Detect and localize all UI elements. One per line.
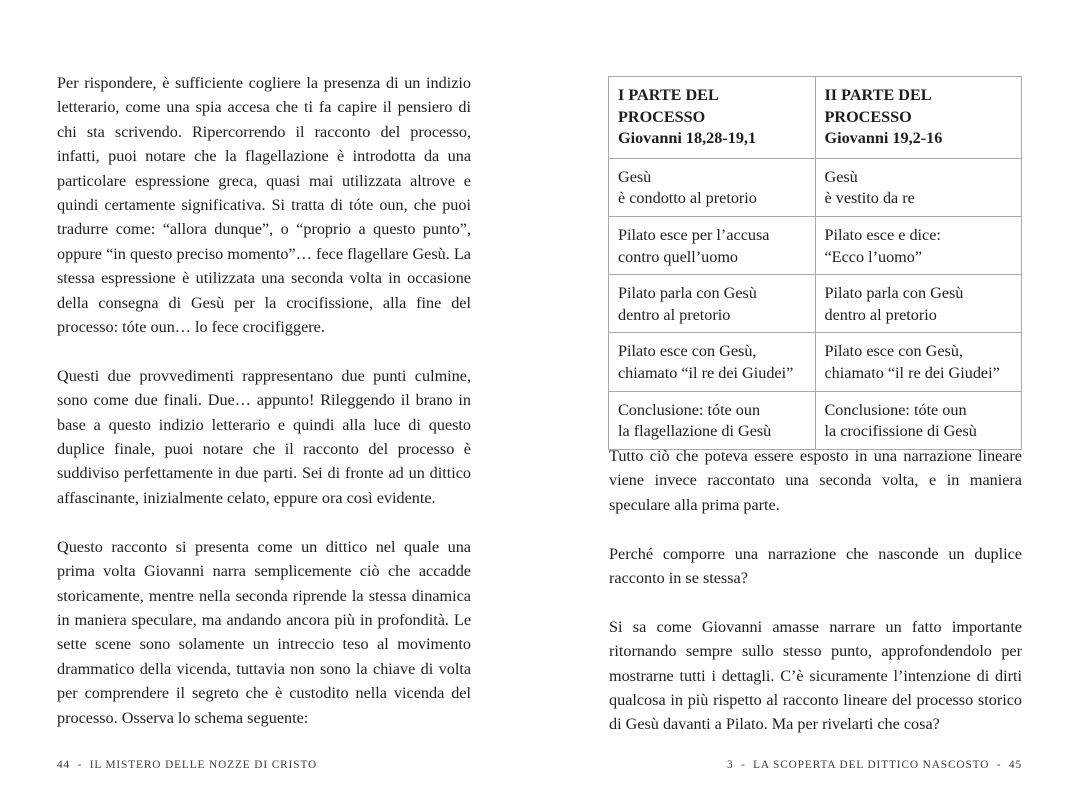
cell-line: Pilato esce e dice:	[824, 225, 941, 244]
table-cell	[609, 216, 816, 274]
cell-line: Pilato esce con Gesù,	[618, 342, 757, 361]
right-page	[540, 0, 1080, 810]
paragraph: Tutto ciò che poteva essere esposto in una narrazione lineare viene invece raccontato una seconda volta, e in maniera speculare alla prima parte.	[609, 447, 1022, 514]
running-title: LA SCOPERTA DEL DITTICO NASCOSTO	[753, 759, 990, 771]
table-cell	[815, 391, 1022, 449]
cell-line: Gesù	[618, 167, 652, 186]
left-footer	[57, 759, 317, 771]
table-cell	[815, 158, 1022, 216]
table-header-cell	[815, 77, 1022, 159]
right-body-text	[609, 444, 1022, 737]
table-cell	[609, 158, 816, 216]
cell-line: Pilato parla con Gesù	[824, 284, 964, 303]
table-row	[609, 216, 1022, 274]
cell-line: chiamato “il re dei Giudei”	[824, 363, 1000, 382]
table-cell	[815, 333, 1022, 391]
cell-line: Pilato esce con Gesù,	[824, 342, 963, 361]
table-row	[609, 275, 1022, 333]
cell-line: la flagellazione di Gesù	[618, 422, 772, 441]
cell-line: chiamato “il re dei Giudei”	[618, 363, 794, 382]
table-cell	[609, 391, 816, 449]
header-reference: Giovanni 18,28-19,1	[618, 129, 757, 148]
running-title: IL MISTERO DELLE NOZZE DI CRISTO	[89, 759, 318, 771]
right-footer	[727, 759, 1022, 771]
cell-line: Pilato esce per l’accusa	[618, 225, 770, 244]
table-cell	[609, 275, 816, 333]
table-header-row	[609, 77, 1022, 159]
cell-line: dentro al pretorio	[618, 305, 731, 324]
header-title: II PARTE DEL PROCESSO	[824, 86, 931, 126]
page-number: 44	[57, 759, 71, 771]
cell-line: Gesù	[824, 167, 858, 186]
table-cell	[815, 216, 1022, 274]
left-body-text	[57, 71, 471, 730]
header-reference: Giovanni 19,2-16	[824, 129, 943, 148]
cell-line: Conclusione: tóte oun	[824, 400, 967, 419]
table-row	[609, 391, 1022, 449]
cell-line: è condotto al pretorio	[618, 189, 757, 208]
paragraph: Questi due provvedimenti rappresentano due punti culmine, sono come due finali. Due… appunto! Rileggendo il brano in base a questo indizio letterario e quindi alla luce di questo duplice finale, puoi notare che il racconto del processo è suddiviso perfettamente in due parti. Sei di fronte ad un dittico affascinante, inizialmente celato, eppure ora così evidente.	[57, 366, 471, 507]
footer-separator: -	[996, 759, 1002, 771]
cell-line: la crocifissione di Gesù	[824, 422, 977, 441]
cell-line: Pilato parla con Gesù	[618, 284, 757, 303]
paragraph: Si sa come Giovanni amasse narrare un fatto importante ritornando sempre sullo stesso punto, approfondendolo per mostrarne tutti i dettagli. C’è sicuramente l’intenzione di dirti qualcosa in più rispetto al racconto lineare del processo storico di Gesù davanti a Pilato. Ma per rivelarti che cosa?	[609, 617, 1022, 734]
trial-diptych-table	[608, 76, 1022, 450]
footer-separator: -	[77, 759, 83, 771]
paragraph: Per rispondere, è sufficiente cogliere la presenza di un indizio letterario, come una spia accesa che ti fa capire il pensiero di chi sta scrivendo. Ripercorrendo il racconto del processo, infatti, puoi notare che la flagellazione è introdotta da una particolare espressione greca, quasi mai utilizzata altrove e quindi certamente significativa. Si tratta di tóte oun, che puoi tradurre come: “allora dunque”, o “proprio a questo punto”, oppure “in questo preciso momento”… fece flagellare Gesù. La stessa espressione è utilizzata una seconda volta in occasione della consegna di Gesù per la crocifissione, alla fine del processo: tóte oun… lo fece crocifiggere.	[57, 74, 471, 337]
paragraph: Perché comporre una narrazione che nasconde un duplice racconto in se stessa?	[609, 544, 1022, 588]
page-number: 45	[1008, 759, 1022, 771]
cell-line: Conclusione: tóte oun	[618, 400, 761, 419]
paragraph: Questo racconto si presenta come un dittico nel quale una prima volta Giovanni narra semplicemente ciò che accadde storicamente, mentre nella seconda riprende la stessa dinamica in maniera speculare, ma andando ancora più in profondità. Le sette scene sono solamente un intreccio teso al movimento drammatico della vicenda, tuttavia non sono la chiave di volta per comprendere il segreto che è custodito nella vicenda del processo. Osserva lo schema seguente:	[57, 537, 471, 727]
footer-separator: -	[740, 759, 746, 771]
cell-line: è vestito da re	[824, 189, 915, 208]
header-title: I PARTE DEL PROCESSO	[618, 86, 718, 126]
chapter-number: 3	[726, 759, 734, 771]
table-row	[609, 158, 1022, 216]
cell-line: contro quell’uomo	[618, 247, 739, 266]
table-header-cell	[609, 77, 816, 159]
cell-line: dentro al pretorio	[824, 305, 937, 324]
cell-line: “Ecco l’uomo”	[824, 247, 923, 266]
table-row	[609, 333, 1022, 391]
table-cell	[815, 275, 1022, 333]
table-cell	[609, 333, 816, 391]
